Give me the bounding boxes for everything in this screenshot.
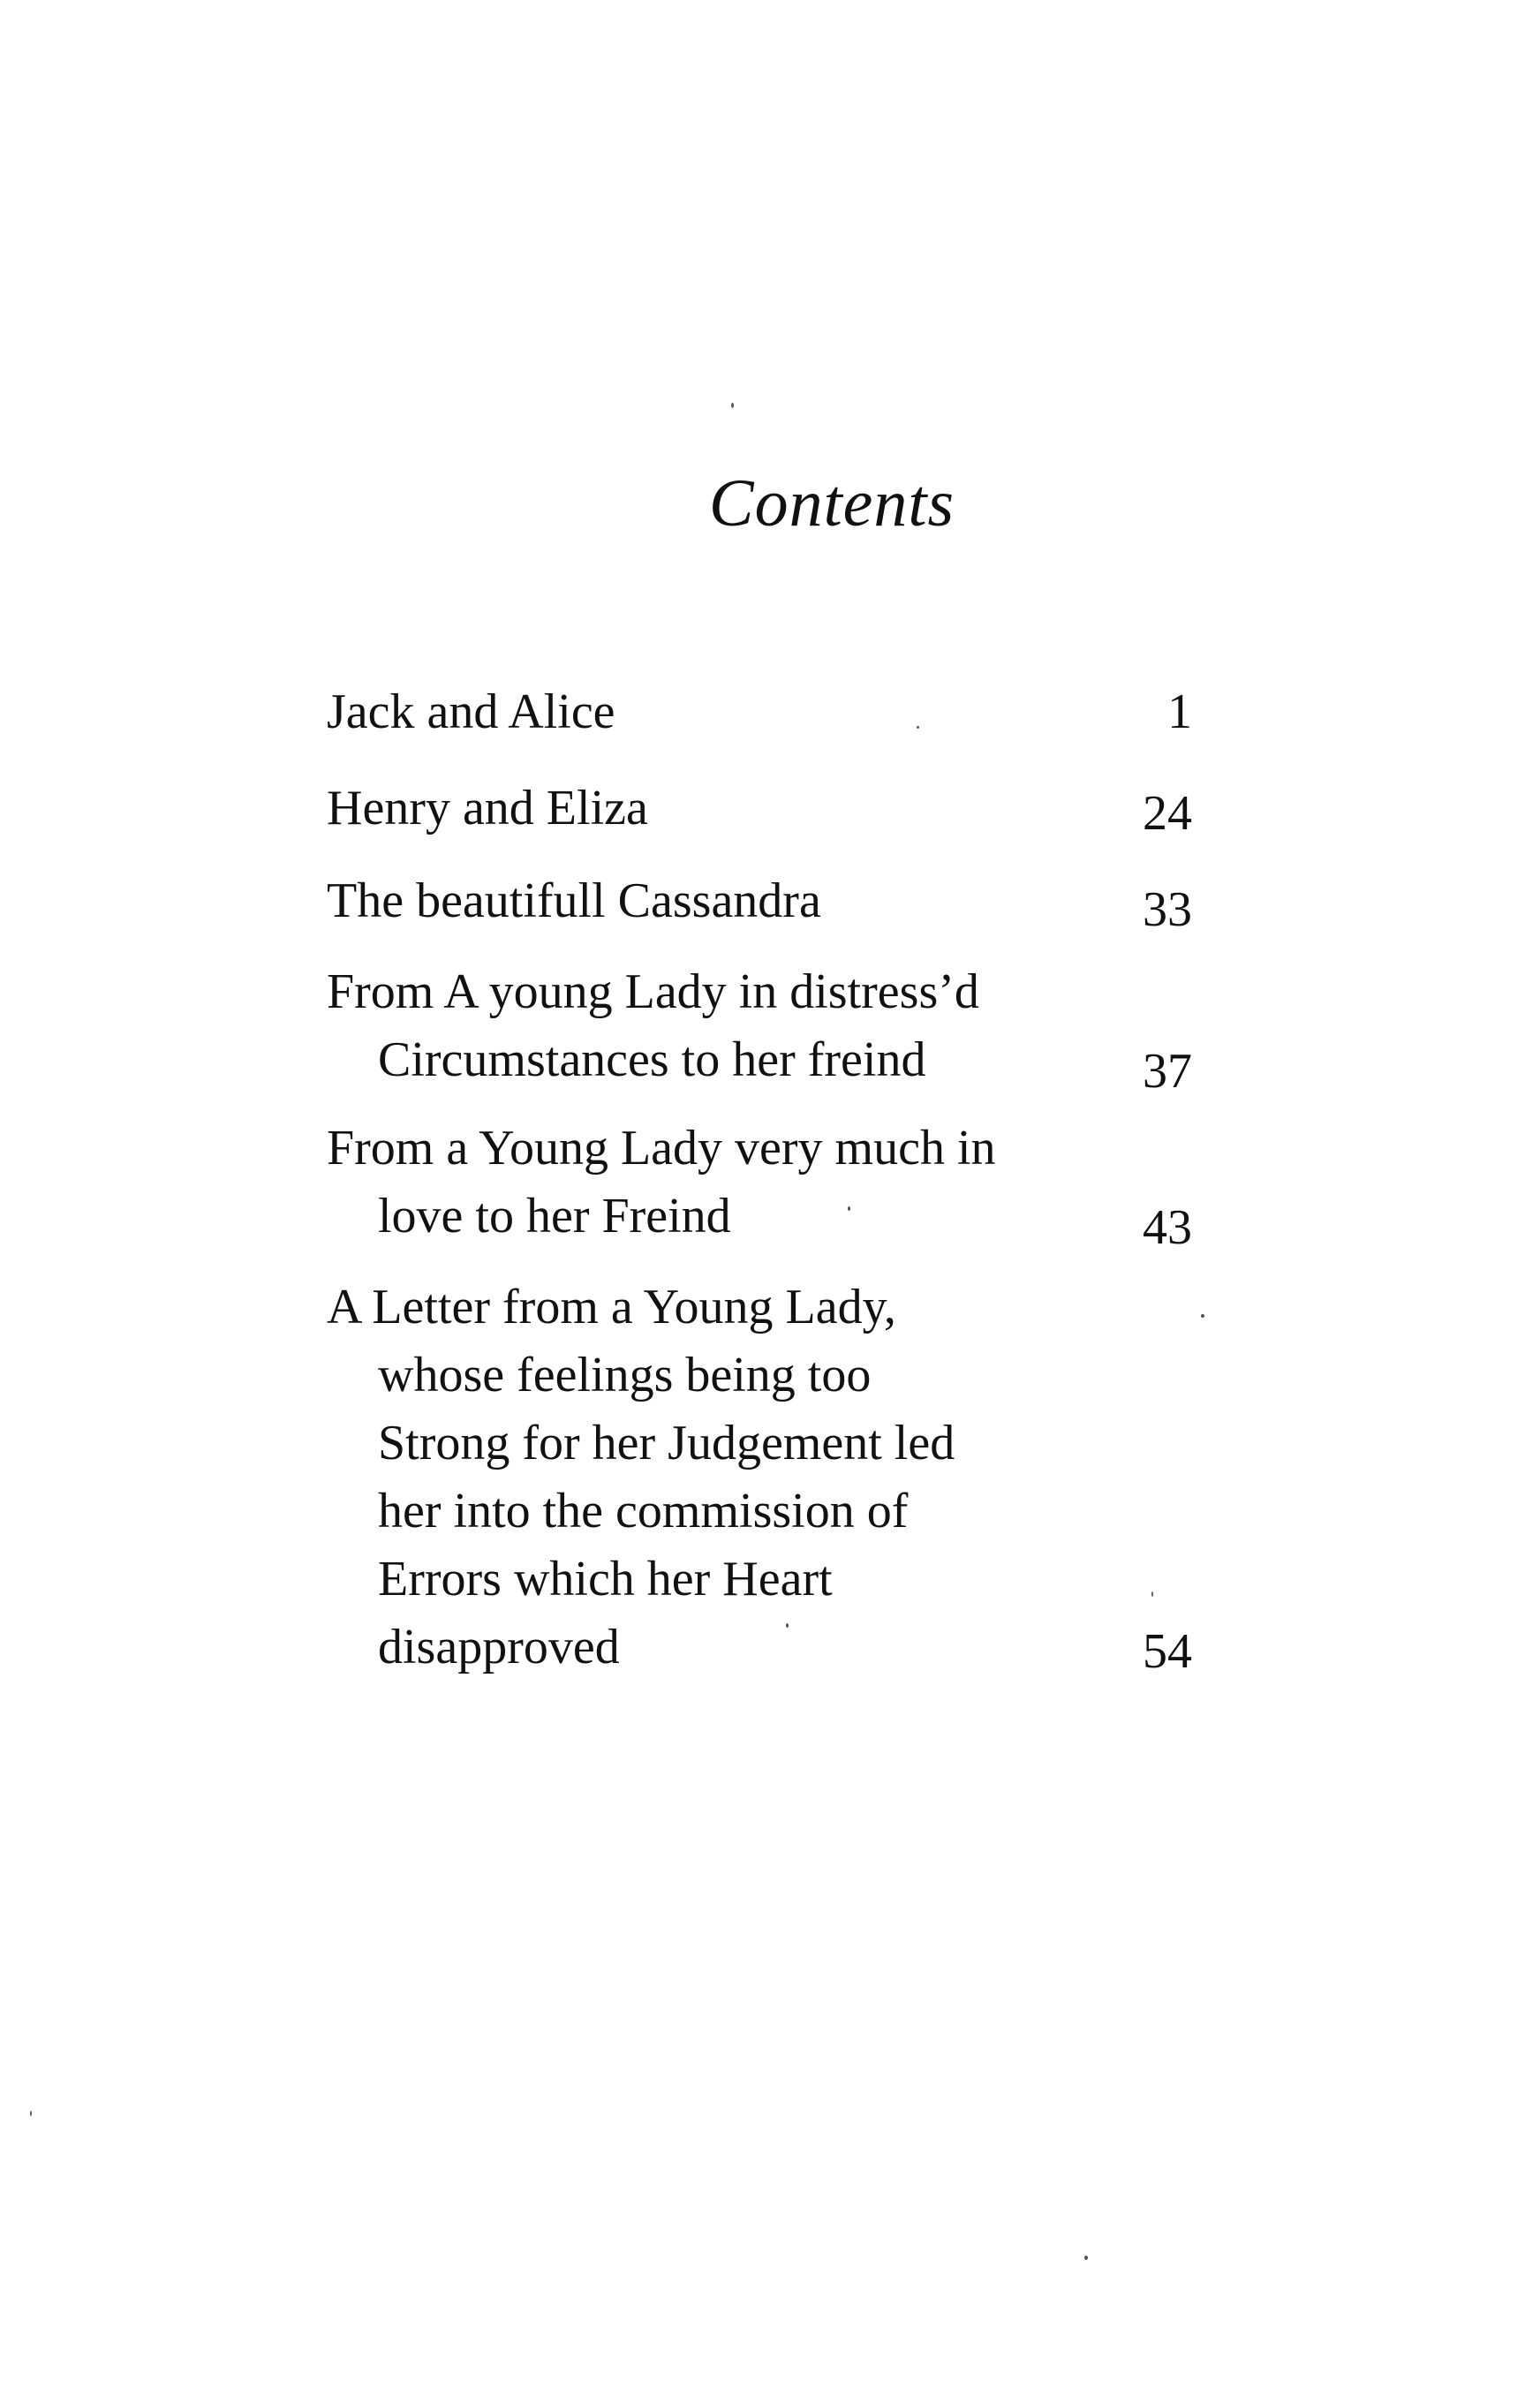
toc-entry-page-number: 1 — [1167, 684, 1192, 739]
toc-entry — [327, 867, 1192, 947]
scan-speck — [848, 1206, 850, 1211]
toc-entry-title-line: love to her Freind — [378, 1189, 731, 1243]
scan-speck — [30, 2111, 32, 2116]
toc-entry-title-line: A Letter from a Young Lady, — [327, 1280, 896, 1334]
toc-entry-title-line: whose feelings being too — [378, 1348, 872, 1402]
toc-entry — [327, 775, 1192, 854]
toc-entry — [327, 958, 1192, 1108]
toc-entry-page-number: 37 — [1143, 1044, 1192, 1099]
toc-entry-title-line: From A young Lady in distress’d — [327, 964, 979, 1019]
scan-speck — [1201, 1314, 1204, 1318]
toc-entry-title-line: From a Young Lady very much in — [327, 1121, 996, 1175]
toc-entry-title-line: Strong for her Judgement led — [378, 1416, 955, 1470]
toc-entry-title-line: Circumstances to her freind — [378, 1032, 926, 1087]
toc-entry-title — [327, 958, 1086, 1094]
page-title: Contents — [708, 466, 955, 540]
toc-entry-title-line: The beautifull Cassandra — [327, 873, 821, 928]
toc-entry — [327, 1274, 1192, 1697]
toc-entry-page-number: 24 — [1143, 786, 1192, 841]
scan-speck — [1084, 2256, 1088, 2260]
toc-entry — [327, 678, 1192, 758]
toc-entry-title — [327, 1274, 1086, 1682]
toc-entry-title — [327, 1115, 1086, 1251]
toc-entry-title — [327, 867, 1086, 935]
scan-speck — [1151, 1591, 1153, 1597]
toc-entry-title-line: Jack and Alice — [327, 684, 615, 739]
toc-entry-title-line: disapproved — [378, 1620, 620, 1674]
scan-speck — [917, 726, 919, 729]
toc-entry-title-line: Henry and Eliza — [327, 781, 648, 835]
toc-entry-page-number: 43 — [1143, 1200, 1192, 1255]
scan-speck — [786, 1623, 789, 1628]
toc-entry-page-number: 54 — [1143, 1624, 1192, 1679]
toc-entry — [327, 1115, 1192, 1265]
toc-entry-page-number: 33 — [1143, 882, 1192, 937]
toc-entry-title-line: Errors which her Heart — [378, 1552, 833, 1606]
toc-entry-title — [327, 678, 1086, 746]
toc-entry-title — [327, 775, 1086, 843]
scan-speck — [731, 403, 734, 408]
toc-entry-title-line: her into the commission of — [378, 1484, 909, 1538]
